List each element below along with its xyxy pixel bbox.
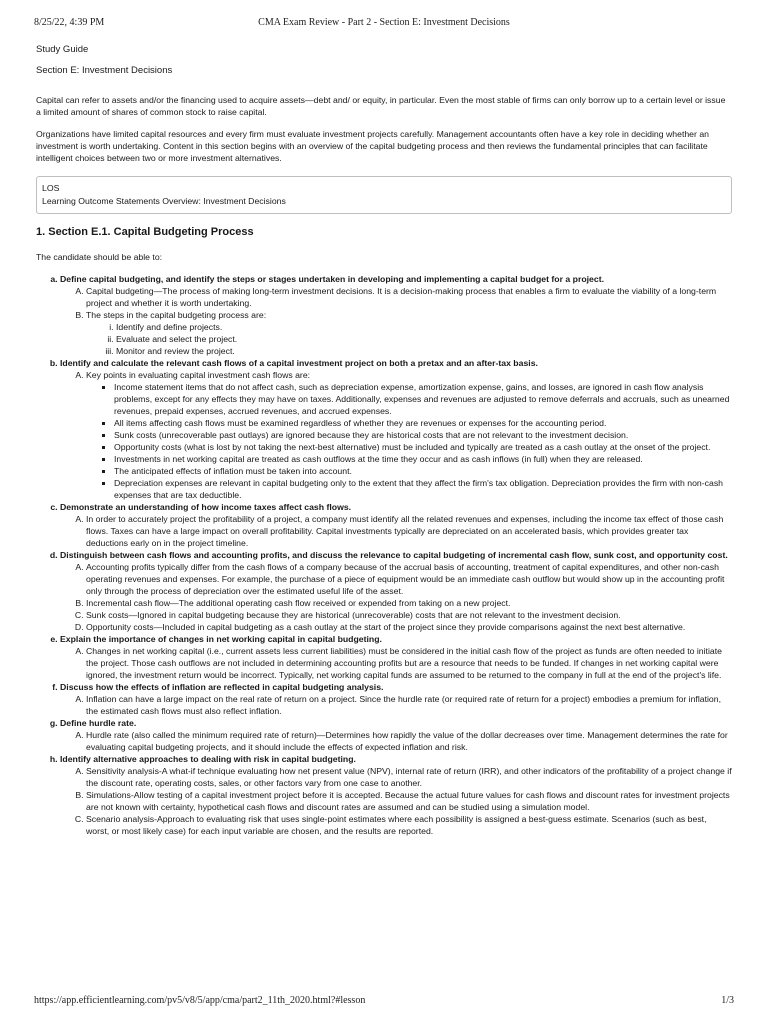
page-content bbox=[36, 44, 732, 837]
list-item: iii. Monitor and review the project. bbox=[116, 345, 732, 357]
outcome-item-f bbox=[60, 681, 732, 717]
list-item: A. Capital budgeting—The process of making long-term investment decisions. It is a decision-making process that enables a firm to evaluate the viability of a long-term project and whether it is worth undertaking. bbox=[86, 285, 732, 309]
print-title: CMA Exam Review - Part 2 - Section E: Investment Decisions bbox=[258, 17, 510, 28]
list-item: A. Sensitivity analysis-A what-if technique evaluating how net present value (NPV), internal rate of return (IRR), and other indicators of the profitability of a project change if the discount rate, operating costs, sales, or other factors vary from one case to another. bbox=[86, 765, 732, 789]
los-label: LOS bbox=[42, 183, 60, 193]
list-item: C. Sunk costs—Ignored in capital budgeting because they are historical (unrecoverable) costs that are not relevant to the investment decision. bbox=[86, 609, 732, 621]
outcome-item-h bbox=[60, 753, 732, 837]
outcome-list bbox=[36, 273, 732, 837]
outcome-item-d bbox=[60, 549, 732, 633]
list-item: ii. Evaluate and select the project. bbox=[116, 333, 732, 345]
list-item: D. Opportunity costs—Included in capital budgeting as a cash outlay at the start of the project since they provide comparisons against the next best alternative. bbox=[86, 621, 732, 633]
outcome-title: Identify and calculate the relevant cash flows of a capital investment project on both a pretax and an after-tax basis. bbox=[60, 358, 538, 368]
candidate-line: The candidate should be able to: bbox=[36, 252, 163, 262]
outcome-item-a bbox=[60, 273, 732, 357]
print-footer bbox=[34, 995, 734, 1009]
outcome-item-c bbox=[60, 501, 732, 549]
list-item bbox=[86, 369, 732, 501]
print-datetime: 8/25/22, 4:39 PM bbox=[34, 17, 105, 28]
print-header bbox=[34, 17, 734, 31]
intro-paragraph: Capital can refer to assets and/or the financing used to acquire assets—debt and/ or equity, in particular. Even the most stable of firms can only borrow up to a certain level or issue a limited amount of shares of common stock to raise capital. bbox=[36, 95, 726, 117]
bullet-item: ▪ Depreciation expenses are relevant in capital budgeting only to the extent that they affect the firm's tax obligation. Depreciation provides the firm with non-cash expenses that are tax deductible. bbox=[114, 477, 732, 501]
outcome-title: Identify alternative approaches to dealing with risk in capital budgeting. bbox=[60, 754, 356, 764]
outcome-item-b bbox=[60, 357, 732, 501]
outcome-title: Discuss how the effects of inflation are reflected in capital budgeting analysis. bbox=[60, 682, 384, 692]
section-title: 1. Section E.1. Capital Budgeting Process bbox=[36, 226, 254, 238]
list-item: A. Inflation can have a large impact on the real rate of return on a project. Since the hurdle rate (or required rate of return for a project) embodies a premium for inflation, the estimated cash flows must also reflect inflation. bbox=[86, 693, 732, 717]
list-item: B. Incremental cash flow—The additional operating cash flow received or expended from taking on a new project. bbox=[86, 597, 732, 609]
list-item: A. Changes in net working capital (i.e., current assets less current liabilities) must be considered in the initial cash flow of the project as funds are often needed to initiate the project. Those cash outflows are not included in determining accounting profits but are a resource that needs to be funded. If changes in net working capital were ignored, the investment return would be incorrect. Typically, net working capital funds are assumed to be returned to the company in full at the end of the project's life. bbox=[86, 645, 732, 681]
print-page-number: 1/3 bbox=[721, 995, 734, 1006]
list-item: i. Identify and define projects. bbox=[116, 321, 732, 333]
section-subtitle: Section E: Investment Decisions bbox=[36, 65, 173, 76]
bullet-item: ▪ Opportunity costs (what is lost by not taking the next-best alternative) must be included and typically are treated as a cash outlay at the onset of the project. bbox=[114, 441, 732, 453]
outcome-item-g bbox=[60, 717, 732, 753]
list-item: A. In order to accurately project the profitability of a project, a company must identify all the related revenues and expenses, including the income tax effect of those cash flows. Taxes can have a large impact on overall profitability. Capital investments typically are depreciated on an accelerated basis, which provides greater tax deductions early on in the project timeline. bbox=[86, 513, 732, 549]
study-guide-label: Study Guide bbox=[36, 44, 89, 55]
bullet-item: ▪ Sunk costs (unrecoverable past outlays) are ignored because they are historical costs that are not relevant to the investment decision. bbox=[114, 429, 732, 441]
intro-paragraph: Organizations have limited capital resources and every firm must evaluate investment projects carefully. Management accountants often have a key role in deciding whether an investment is worth undertaking. Content in this section begins with an overview of the capital budgeting process and then reviews the fundamental principles that can facilitate intelligent choices between two or more investment alternatives. bbox=[36, 129, 709, 163]
outcome-item-e bbox=[60, 633, 732, 681]
bullet-item: ▪ The anticipated effects of inflation must be taken into account. bbox=[114, 465, 732, 477]
list-item: B. Simulations-Allow testing of a capital investment project before it is accepted. Because the actual future values for cash flows and discount rates for investment projects are not known with certainty, hypothetical cash flows and discount rates are assumed and can be studied using a simulation model. bbox=[86, 789, 732, 813]
list-item: A. Hurdle rate (also called the minimum required rate of return)—Determines how rapidly the value of the dollar decreases over time. Management determines the rate for evaluating capital budgeting projects, and it should include the effects of expected inflation and risk. bbox=[86, 729, 732, 753]
list-item bbox=[86, 309, 732, 357]
list-item: C. Scenario analysis-Approach to evaluating risk that uses single-point estimates where each possibility is assigned a best-guess estimate. Scenarios (such as best, worst, or most likely case) for each input variable are chosen, and the results are reported. bbox=[86, 813, 732, 837]
list-item: A. Accounting profits typically differ from the cash flows of a company because of the accrual basis of accounting, treatment of capital expenditures, and other non-cash operating revenues and expenses. For example, the purchase of a piece of equipment would be an immediate cash outflow but would show up in the accounting profit only through the process of depreciation over the estimated useful life of the asset. bbox=[86, 561, 732, 597]
los-box[interactable] bbox=[36, 176, 732, 214]
outcome-title: Demonstrate an understanding of how income taxes affect cash flows. bbox=[60, 502, 352, 512]
print-url: https://app.efficientlearning.com/pv5/v8/5/app/cma/part2_11th_2020.html?#lesson bbox=[34, 995, 366, 1006]
bullet-item: ▪ Investments in net working capital are treated as cash outflows at the time they occur and as cash inflows (in full) when they are released. bbox=[114, 453, 732, 465]
list-item-text: Key points in evaluating capital investment cash flows are: bbox=[86, 370, 311, 380]
outcome-title: Define capital budgeting, and identify the steps or stages undertaken in developing and implementing a capital budget for a project. bbox=[60, 274, 605, 284]
list-item-text: The steps in the capital budgeting process are: bbox=[86, 310, 267, 320]
bullet-item: ▪ Income statement items that do not affect cash, such as depreciation expense, amortization expense, gains, and losses, are ignored in cash flow analysis problems, except for any effects they may have on taxes. Additionally, expenses and revenues are adjusted to remove deferrals and accruals, such as unearned revenues, prepaid expenses, accrued revenues, and accrued expenses. bbox=[114, 381, 732, 417]
outcome-title: Define hurdle rate. bbox=[60, 718, 137, 728]
los-text: Learning Outcome Statements Overview: Investment Decisions bbox=[42, 196, 286, 206]
bullet-item: ▪ All items affecting cash flows must be examined regardless of whether they are revenues or expenses for the accounting period. bbox=[114, 417, 732, 429]
outcome-title: Explain the importance of changes in net working capital in capital budgeting. bbox=[60, 634, 382, 644]
outcome-title: Distinguish between cash flows and accounting profits, and discuss the relevance to capital budgeting of incremental cash flow, sunk cost, and opportunity cost. bbox=[60, 550, 728, 560]
